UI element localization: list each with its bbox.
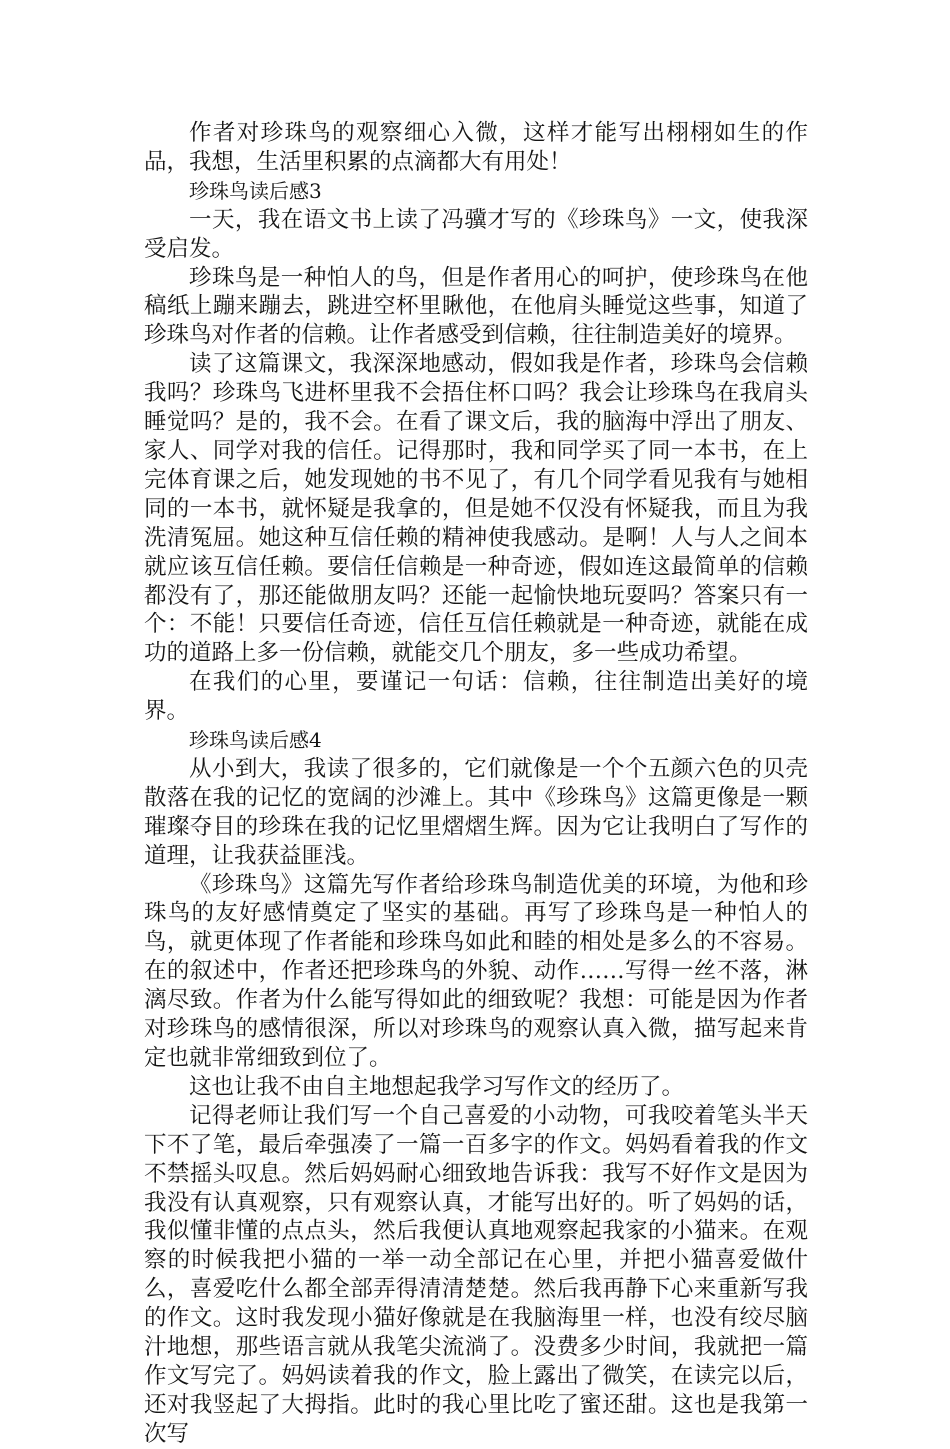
paragraph: 从小到大，我读了很多的，它们就像是一个个五颜六色的贝壳散落在我的记忆的宽阔的沙滩上。其中《珍珠鸟》这篇更像是一颗璀璨夺目的珍珠在我的记忆里熠熠生辉。因为它让我明白了写作的道理，让我获益匪浅。 [144, 755, 808, 869]
paragraph: 《珍珠鸟》这篇先写作者给珍珠鸟制造优美的环境，为他和珍珠鸟的友好感情奠定了坚实的基础。再写了珍珠鸟是一种怕人的鸟，就更体现了作者能和珍珠鸟如此和睦的相处是多么的不容易。在的叙述中，作者还把珍珠鸟的外貌、动作……写得一丝不落，淋漓尽致。作者为什么能写得如此的细致呢？我想：可能是因为作者对珍珠鸟的感情很深，所以对珍珠鸟的观察认真入微，描写起来肯定也就非常细致到位了。 [144, 871, 808, 1071]
paragraph: 作者对珍珠鸟的观察细心入微，这样才能写出栩栩如生的作品，我想，生活里积累的点滴都大有用处！ [144, 120, 808, 175]
document-body [144, 119, 808, 1449]
paragraph: 这也让我不由自主地想起我学习写作文的经历了。 [189, 1073, 685, 1100]
paragraph: 读了这篇课文，我深深地感动，假如我是作者，珍珠鸟会信赖我吗？珍珠鸟飞进杯里我不会捂住杯口吗？我会让珍珠鸟在我肩头睡觉吗？是的，我不会。在看了课文后，我的脑海中浮出了朋友、家人、同学对我的信任。记得那时，我和同学买了同一本书，在上完体育课之后，她发现她的书不见了，有几个同学看见我有与她相同的一本书，就怀疑是我拿的，但是她不仅没有怀疑我，而且为我洗清冤屈。她这种互信任赖的精神使我感动。是啊！人与人之间本就应该互信任赖。要信任信赖是一种奇迹，假如连这最简单的信赖都没有了，那还能做朋友吗？还能一起愉快地玩耍吗？答案只有一个：不能！只要信任奇迹，信任互信任赖就是一种奇迹，就能在成功的道路上多一份信赖，就能交几个朋友，多一些成功希望。 [144, 351, 808, 667]
paragraph: 记得老师让我们写一个自己喜爱的小动物，可我咬着笔头半天下不了笔，最后牵强凑了一篇一百多字的作文。妈妈看着我的作文不禁摇头叹息。然后妈妈耐心细致地告诉我：我写不好作文是因为我没有认真观察，只有观察认真，才能写出好的。听了妈妈的话，我似懂非懂的点点头，然后我便认真地观察起我家的小猫来。在观察的时候我把小猫的一举一动全部记在心里，并把小猫喜爱做什么，喜爱吃什么都全部弄得清清楚楚。然后我再静下心来重新写我的作文。这时我发现小猫好像就是在我脑海里一样，也没有绞尽脑汁地想，那些语言就从我笔尖流淌了。没费多少时间，我就把一篇作文写完了。妈妈读着我的作文，脸上露出了微笑，在读完以后，还对我竖起了大拇指。此时的我心里比吃了蜜还甜。这也是我第一次写 [144, 1102, 808, 1447]
paragraph: 一天，我在语文书上读了冯骥才写的《珍珠鸟》一文，使我深受启发。 [144, 206, 808, 262]
paragraph: 在我们的心里，要谨记一句话：信赖，往往制造出美好的境界。 [144, 669, 808, 725]
paragraph: 珍珠鸟是一种怕人的鸟，但是作者用心的呵护，使珍珠鸟在他稿纸上蹦来蹦去，跳进空杯里瞅他，在他肩头睡觉这些事，知道了珍珠鸟对作者的信赖。让作者感受到信赖，往往制造美好的境界。 [144, 264, 808, 349]
section-heading: 珍珠鸟读后感4 [189, 728, 322, 753]
section-heading: 珍珠鸟读后感3 [189, 178, 322, 203]
